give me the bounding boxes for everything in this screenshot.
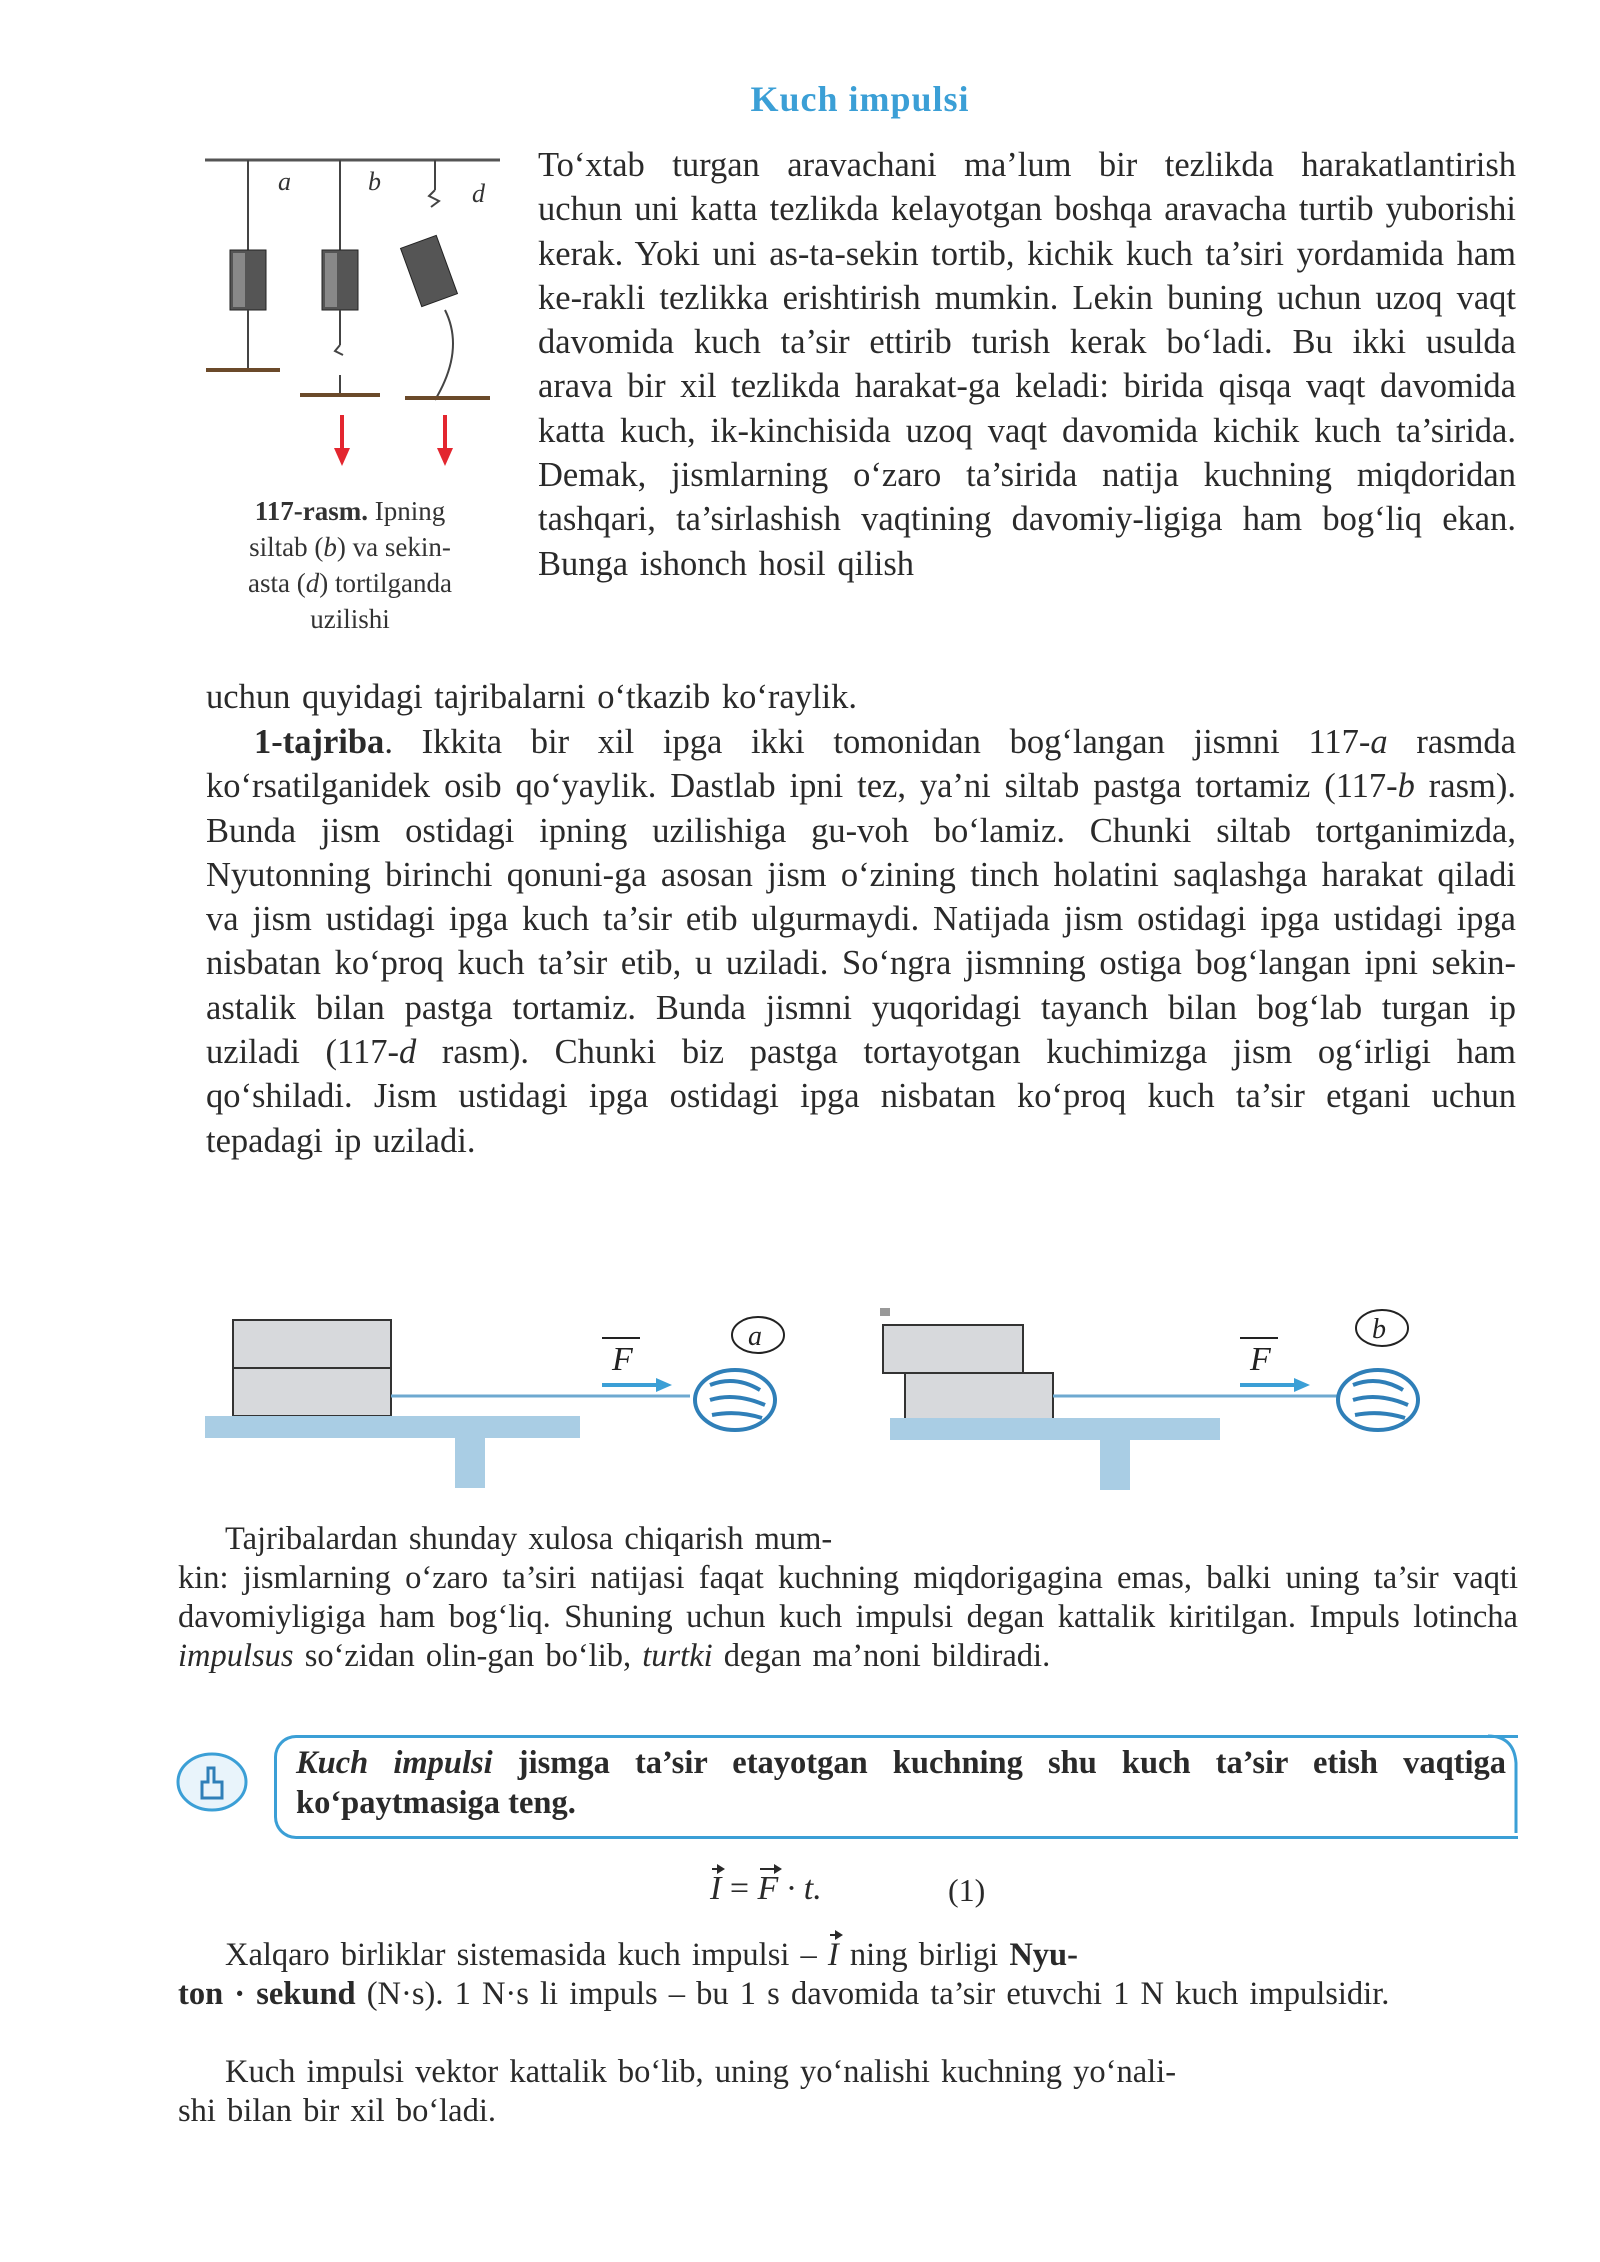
- weight-d: [401, 160, 490, 466]
- label-b: b: [1372, 1314, 1386, 1345]
- figure-117-hanging-weights: [200, 150, 510, 480]
- weight-a: [206, 160, 291, 370]
- conclusion-paragraph: kin: jismlarning o‘zaro ta’siri natijasi faqat kuchning miqdorigagina emas, balki uning ta’sir vaqti davomiyligiga ham bog‘liq. Shuning uchun kuch impulsi degan kattalik kiritilgan. Impuls lotincha impulsus so‘zidan olin-gan bo‘lib, turtki degan ma’noni bildiradi.: [178, 1560, 1518, 1674]
- formula-number: (1): [948, 1872, 986, 1908]
- experiment-1-paragraph: 1-tajriba. Ikkita bir xil ipga ikki tomonidan bog‘langan jismni 117-a rasmda ko‘rsatilganidek osib qo‘yaylik. Dastlab ipni tez, ya’ni siltab pastga tortamiz (117-b rasm). Bunda jism ostidagi ipning uzilishiga gu-voh bo‘lamiz. Chunki siltab tortganimizda, Nyutonning birinchi qonuni-ga asosan jism o‘zining tinch holatini saqlashga harakat qiladi va jism ustidagi ipga kuch ta’sir etib ulgurmaydi. Natijada jism ostidagi ipga ustidagi ipga nisbatan ko‘proq kuch ta’sir etib, u uziladi. So‘ngra jismning ostiga bog‘langan ipni sekin-astalik bilan pastga tortamiz. Bunda jismni yuqoridagi tayanch bilan bog‘lab turgan ip uziladi (117-d rasm). Chunki biz pastga tortayotgan kuchimizga jism og‘irligi ham qo‘shiladi. Jism ustidagi ipga ostidagi ipga nisbatan ko‘proq kuch ta’sir etgani uchun tepadagi ip uziladi.: [206, 723, 1516, 1160]
- label-a: a: [748, 1321, 762, 1352]
- si-units-paragraph: ton · sekund (N·s). 1 N·s li impuls – bu 1 s davomida ta’sir etuvchi 1 N kuch impulsidir.: [178, 1976, 1390, 2012]
- vector-note-line-1: Kuch impulsi vektor kattalik bo‘lib, uning yo‘nalishi kuchning yo‘nali-: [225, 2054, 1177, 2090]
- intro-paragraph-end: uchun quyidagi tajribalarni o‘tkazib ko‘raylik.: [206, 678, 858, 716]
- vector-note-line-2: shi bilan bir xil bo‘ladi.: [178, 2093, 497, 2129]
- section-title: Kuch impulsi: [750, 79, 970, 119]
- force-label-a: F: [612, 1341, 633, 1378]
- impulse-formula: I = F · t.: [710, 1870, 822, 1907]
- hand-icon-b: [1338, 1370, 1418, 1430]
- force-label-b: F: [1250, 1341, 1271, 1378]
- figure-118-block-pull: [200, 1290, 1440, 1490]
- label-d: d: [472, 179, 485, 208]
- figure-117-caption: 117-rasm. Ipning siltab (b) va sekin- asta (d) tortilganda uzilishi: [248, 496, 452, 634]
- intro-paragraph: To‘xtab turgan aravachani ma’lum bir tezlikda harakatlantirish uchun uni katta tezlikda kelayotgan boshqa aravacha turtib yuborishi kerak. Yoki uni as-ta-sekin tortib, kichik kuch ta’siri yordamida ham ke-rakli tezlikka erishtirish mumkin. Lekin buning uchun uzoq vaqt davomida kuch ta’sir ettirib turish kerak bo‘ladi. Bu ikki usulda arava bir xil tezlikda harakat-ga keladi: birida qisqa vaqt davomida katta kuch, ik-kinchisida uzoq vaqt davomida kichik kuch ta’sirida. Demak, jismlarning o‘zaro ta’sirida natija kuchning miqdoridan tashqari, ta’sirlashish vaqtining davomiy-ligiga ham bog‘liq ekan. Bunga ishonch hosil qilish: [538, 146, 1516, 583]
- conclusion-line-1: Tajribalardan shunday xulosa chiqarish mum-: [225, 1521, 833, 1557]
- label-a: a: [278, 167, 291, 196]
- si-units-line-1: Xalqaro birliklar sistemasida kuch impulsi – I ning birligi Nyu-: [225, 1937, 1078, 1973]
- experiment-b-scene: [880, 1308, 1418, 1490]
- pointing-hand-icon: [172, 1748, 252, 1818]
- hand-icon-a: [695, 1370, 775, 1430]
- experiment-a-scene: [205, 1317, 784, 1488]
- label-b: b: [368, 167, 381, 196]
- weight-b: [300, 160, 381, 466]
- definition-text: Kuch impulsi jismga ta’sir etayotgan kuchning shu kuch ta’sir etish vaqtiga ko‘paytmasiga teng.: [296, 1745, 1506, 1821]
